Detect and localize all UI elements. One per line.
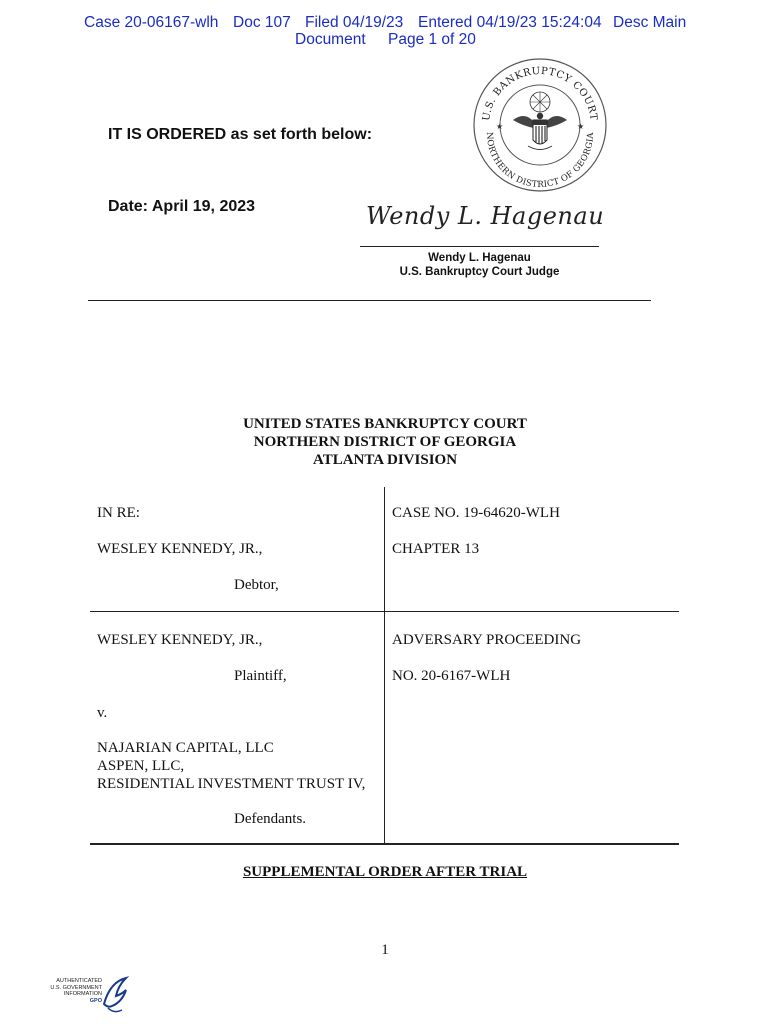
defendant-1: NAJARIAN CAPITAL, LLC bbox=[97, 740, 274, 756]
header-entered-date: Entered 04/19/23 15:24:04 bbox=[418, 14, 602, 31]
gpo-line-4: GPO bbox=[89, 997, 102, 1004]
court-division: ATLANTA DIVISION bbox=[312, 452, 458, 468]
seal-bottom-text: NORTHERN DISTRICT OF GEORGIA bbox=[483, 131, 597, 191]
in-re-label: IN RE: bbox=[97, 505, 140, 521]
debtor-name: WESLEY KENNEDY, JR., bbox=[97, 541, 263, 557]
chapter-label: CHAPTER 13 bbox=[392, 541, 480, 557]
header-case-number: Case 20-06167-wlh bbox=[84, 14, 219, 31]
gpo-authentication-logo bbox=[44, 974, 134, 1020]
debtor-label: Debtor, bbox=[234, 577, 279, 593]
svg-text:★: ★ bbox=[577, 122, 585, 131]
court-district: NORTHERN DISTRICT OF GEORGIA bbox=[253, 434, 517, 450]
caption-divider-bottom bbox=[90, 843, 679, 845]
order-date: Date: April 19, 2023 bbox=[108, 198, 256, 215]
signature-line bbox=[360, 246, 599, 247]
header-filed-date: Filed 04/19/23 bbox=[305, 14, 404, 31]
svg-text:★: ★ bbox=[496, 122, 504, 131]
defendant-3: RESIDENTIAL INVESTMENT TRUST IV, bbox=[97, 776, 366, 792]
versus-label: v. bbox=[97, 705, 108, 721]
header-document-label: Document bbox=[295, 31, 366, 48]
header-doc-number: Doc 107 bbox=[233, 14, 291, 31]
plaintiff-label: Plaintiff, bbox=[234, 668, 287, 684]
plaintiff-name: WESLEY KENNEDY, JR., bbox=[97, 632, 263, 648]
judge-name: Wendy L. Hagenau bbox=[428, 252, 531, 264]
judge-title: U.S. Bankruptcy Court Judge bbox=[399, 266, 560, 278]
adversary-number: NO. 20-6167-WLH bbox=[392, 668, 511, 684]
defendant-2: ASPEN, LLC, bbox=[97, 758, 185, 774]
page-number: 1 bbox=[381, 942, 389, 958]
court-seal bbox=[473, 56, 607, 194]
gpo-line-3: INFORMATION bbox=[63, 991, 102, 998]
gpo-eagle-icon bbox=[100, 974, 130, 1018]
seal-top-text: U.S. BANKRUPTCY COURT bbox=[481, 65, 599, 122]
gpo-line-1: AUTHENTICATED bbox=[56, 978, 102, 984]
gpo-line-2: U.S. GOVERNMENT bbox=[50, 984, 102, 991]
defendants-label: Defendants. bbox=[234, 811, 307, 827]
adversary-proceeding-label: ADVERSARY PROCEEDING bbox=[392, 632, 582, 648]
header-desc: Desc Main bbox=[613, 14, 687, 31]
document-title: SUPPLEMENTAL ORDER AFTER TRIAL bbox=[242, 864, 528, 880]
order-separator bbox=[88, 300, 651, 301]
ordered-statement: IT IS ORDERED as set forth below: bbox=[108, 126, 373, 143]
case-number: CASE NO. 19-64620-WLH bbox=[392, 505, 560, 521]
caption-divider-middle bbox=[90, 611, 679, 612]
header-page-label: Page 1 of 20 bbox=[388, 31, 476, 48]
judge-signature: Wendy L. Hagenau bbox=[366, 202, 605, 230]
eagle-emblem-icon bbox=[513, 92, 567, 150]
caption-divider-vertical bbox=[384, 487, 385, 844]
court-name: UNITED STATES BANKRUPTCY COURT bbox=[243, 416, 527, 432]
